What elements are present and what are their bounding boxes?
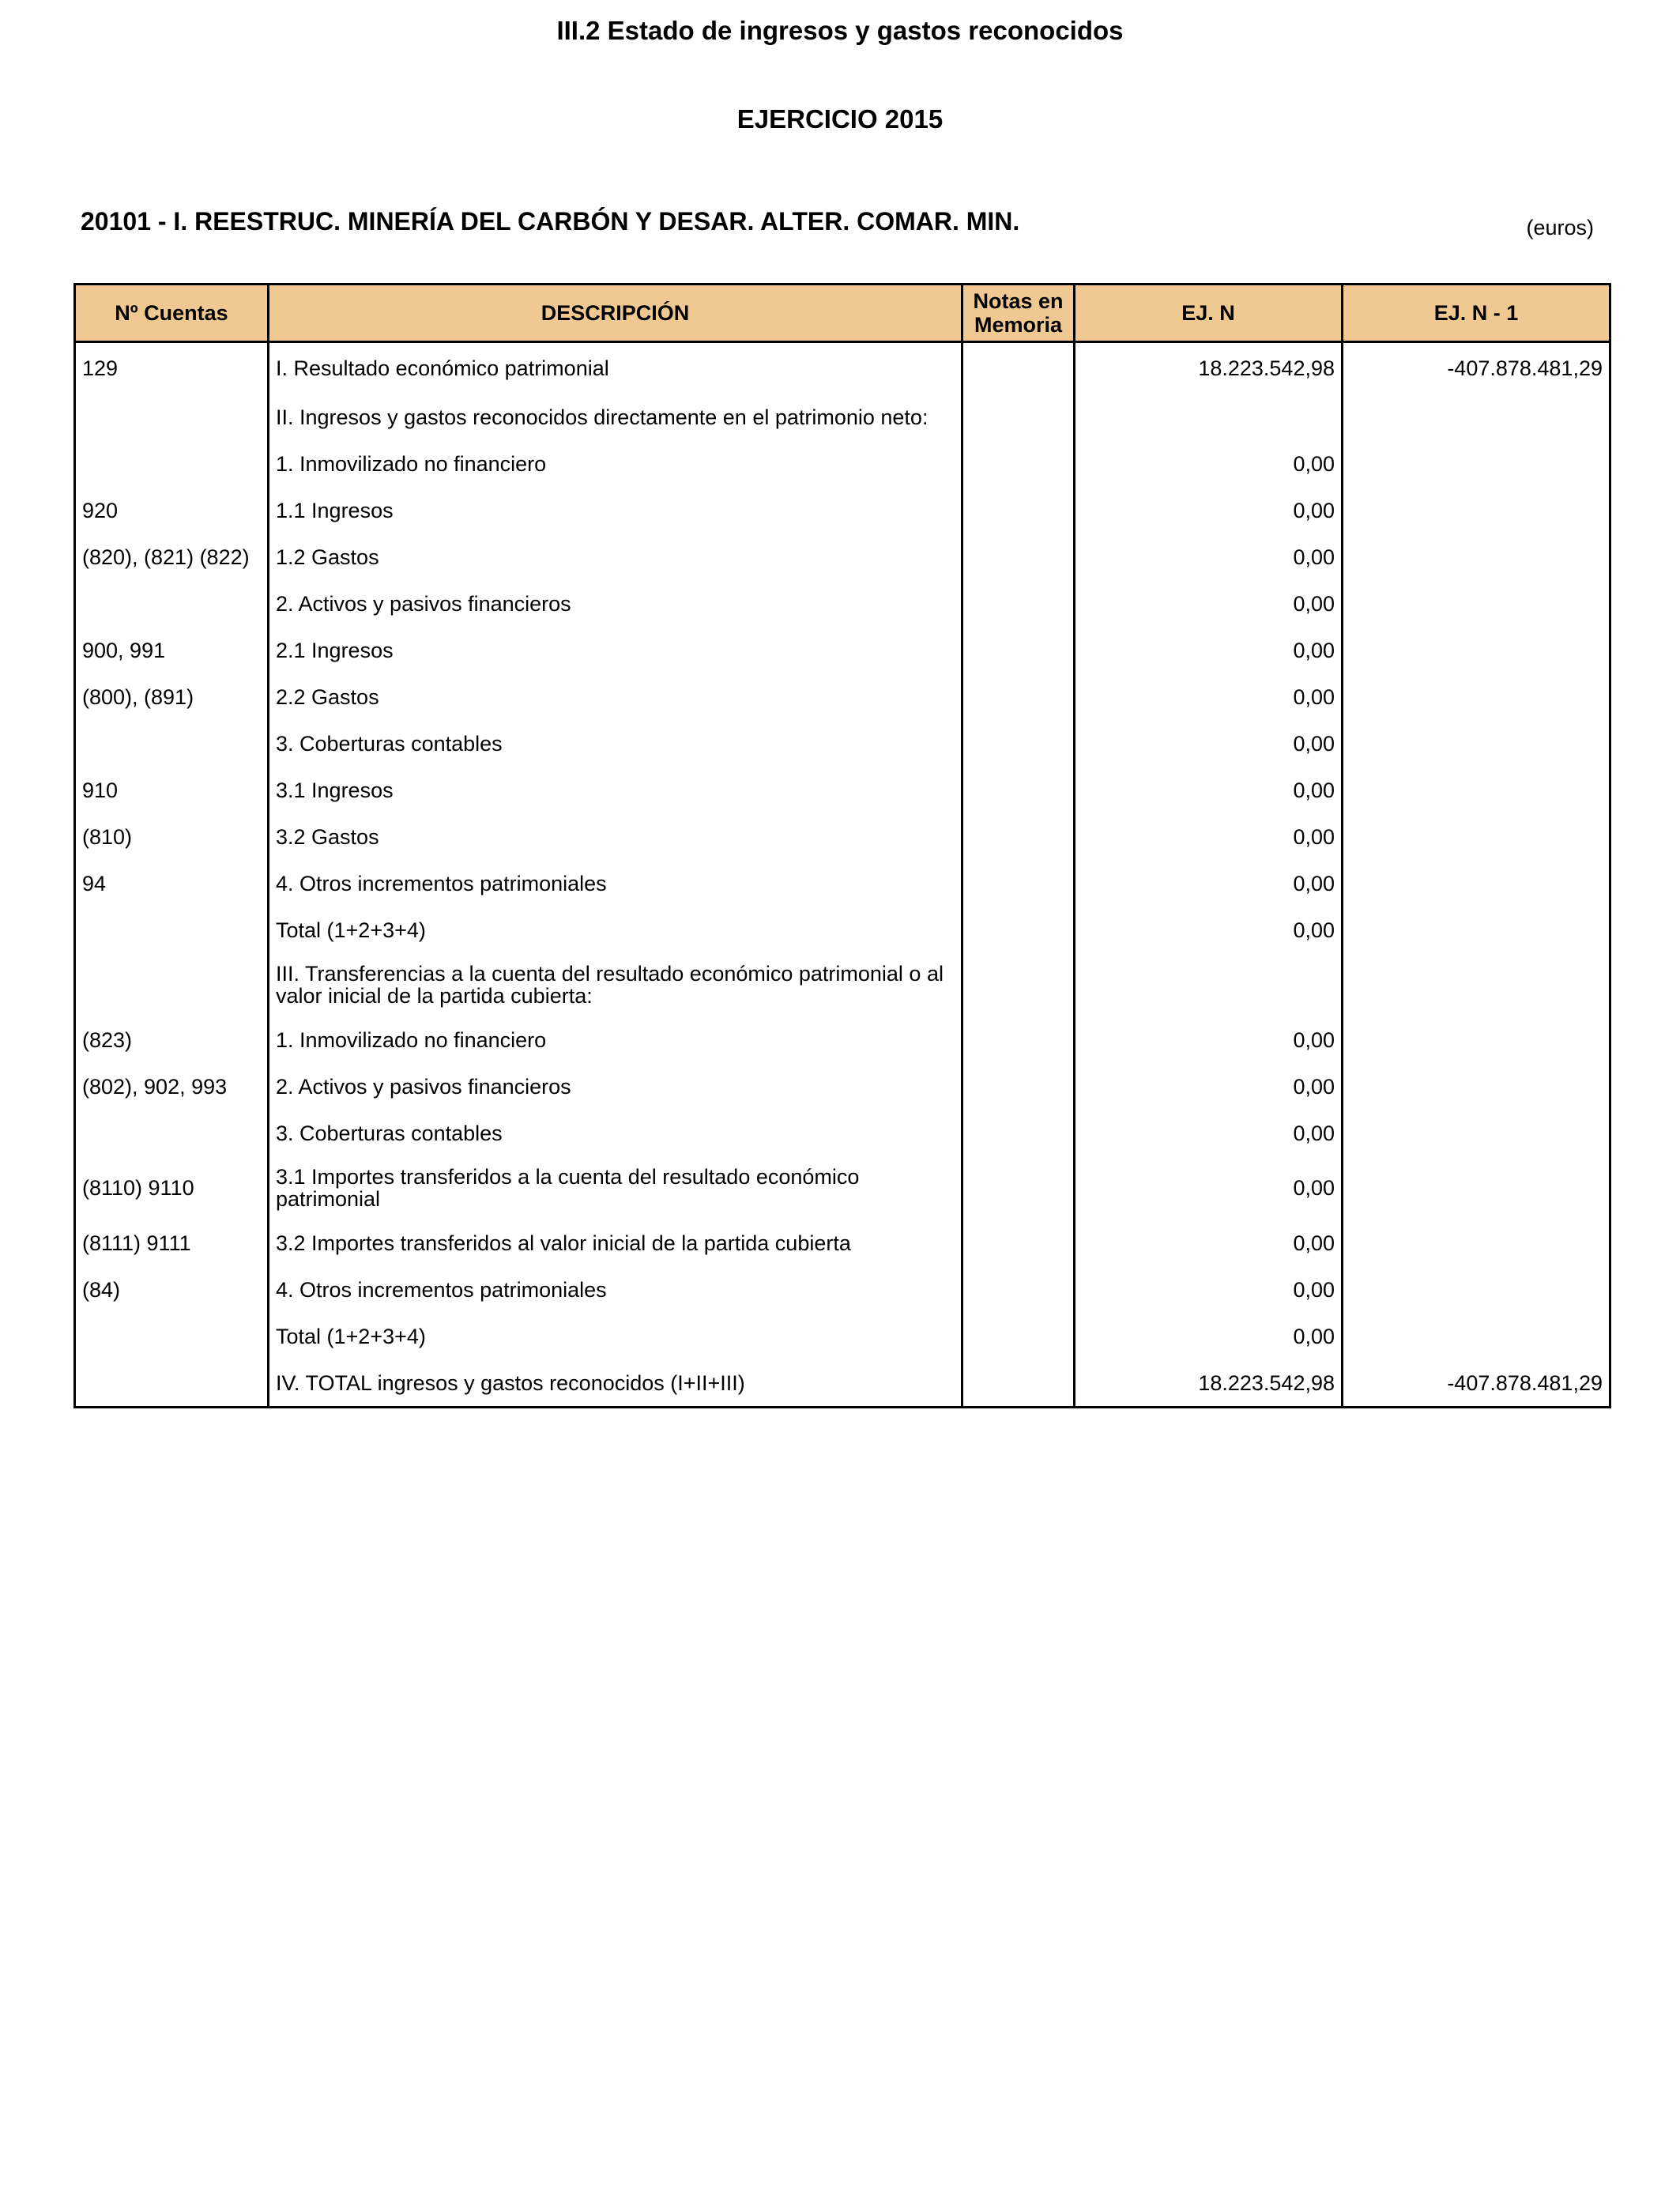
cell-notas [962, 440, 1075, 487]
cell-ej-n: 0,00 [1075, 860, 1343, 907]
cell-ej-n: 0,00 [1075, 1266, 1343, 1313]
table-row [75, 953, 1610, 1016]
cell-cuentas: (8111) 9111 [75, 1220, 269, 1266]
cell-cuentas: 920 [75, 487, 269, 533]
cell-cuentas: (8110) 9110 [75, 1156, 269, 1220]
cell-ej-n-1 [1343, 953, 1610, 1016]
cell-descripcion: Total (1+2+3+4) [269, 1313, 962, 1359]
cell-ej-n-1 [1343, 440, 1610, 487]
cell-notas [962, 767, 1075, 813]
table-row [75, 1220, 1610, 1266]
fiscal-year-heading: EJERCICIO 2015 [736, 104, 944, 134]
cell-ej-n-1: -407.878.481,29 [1343, 342, 1610, 394]
cell-ej-n-1 [1343, 394, 1610, 440]
cell-ej-n: 0,00 [1075, 1063, 1343, 1110]
table-row [75, 440, 1610, 487]
cell-ej-n: 0,00 [1075, 720, 1343, 767]
cell-ej-n-1 [1343, 1313, 1610, 1359]
table-row [75, 907, 1610, 953]
cell-ej-n: 0,00 [1075, 767, 1343, 813]
cell-cuentas [75, 1359, 269, 1408]
table-row [75, 580, 1610, 627]
cell-ej-n: 18.223.542,98 [1075, 342, 1343, 394]
cell-ej-n: 0,00 [1075, 1313, 1343, 1359]
cell-descripcion: 2. Activos y pasivos financieros [269, 1063, 962, 1110]
cell-notas [962, 1016, 1075, 1063]
column-header-ej-n: EJ. N [1075, 285, 1343, 342]
cell-descripcion: 3.1 Ingresos [269, 767, 962, 813]
cell-ej-n-1: -407.878.481,29 [1343, 1359, 1610, 1408]
cell-descripcion: 3.2 Gastos [269, 813, 962, 860]
cell-descripcion: 4. Otros incrementos patrimoniales [269, 1266, 962, 1313]
cell-ej-n-1 [1343, 1016, 1610, 1063]
cell-notas [962, 1220, 1075, 1266]
column-header-ej-n-1: EJ. N - 1 [1343, 285, 1610, 342]
cell-notas [962, 1359, 1075, 1408]
cell-descripcion: 2. Activos y pasivos financieros [269, 580, 962, 627]
cell-descripcion: III. Transferencias a la cuenta del resultado económico patrimonial o al valor inicial de la partida cubierta: [269, 953, 962, 1016]
cell-ej-n-1 [1343, 533, 1610, 580]
cell-ej-n-1 [1343, 767, 1610, 813]
table-row [75, 1016, 1610, 1063]
table-row [75, 1156, 1610, 1220]
cell-notas [962, 394, 1075, 440]
cell-ej-n-1 [1343, 907, 1610, 953]
table-row [75, 627, 1610, 673]
table-row [75, 394, 1610, 440]
cell-descripcion: 2.2 Gastos [269, 673, 962, 720]
cell-descripcion: Total (1+2+3+4) [269, 907, 962, 953]
cell-descripcion: 1.2 Gastos [269, 533, 962, 580]
cell-ej-n [1075, 953, 1343, 1016]
cell-ej-n: 0,00 [1075, 673, 1343, 720]
income-expense-table [73, 283, 1611, 1408]
cell-descripcion: II. Ingresos y gastos reconocidos directamente en el patrimonio neto: [269, 394, 962, 440]
table-row [75, 1266, 1610, 1313]
cell-ej-n-1 [1343, 487, 1610, 533]
cell-notas [962, 813, 1075, 860]
cell-notas [962, 1266, 1075, 1313]
cell-ej-n-1 [1343, 627, 1610, 673]
page-title: III.2 Estado de ingresos y gastos reconocidos [556, 16, 1124, 45]
table-row [75, 487, 1610, 533]
cell-ej-n [1075, 394, 1343, 440]
cell-ej-n: 0,00 [1075, 533, 1343, 580]
column-header-descripcion: DESCRIPCIÓN [269, 285, 962, 342]
cell-ej-n: 0,00 [1075, 1156, 1343, 1220]
cell-cuentas [75, 580, 269, 627]
cell-descripcion: 3. Coberturas contables [269, 720, 962, 767]
cell-notas [962, 720, 1075, 767]
cell-descripcion: 4. Otros incrementos patrimoniales [269, 860, 962, 907]
cell-cuentas [75, 1110, 269, 1156]
cell-ej-n: 18.223.542,98 [1075, 1359, 1343, 1408]
cell-notas [962, 953, 1075, 1016]
table-row [75, 342, 1610, 394]
cell-descripcion: I. Resultado económico patrimonial [269, 342, 962, 394]
column-header-notas: Notas en Memoria [962, 285, 1075, 342]
cell-cuentas: 94 [75, 860, 269, 907]
column-header-cuentas: Nº Cuentas [75, 285, 269, 342]
entity-heading: 20101 - I. REESTRUC. MINERÍA DEL CARBÓN Y DESAR. ALTER. COMAR. MIN. [81, 207, 1020, 236]
cell-cuentas [75, 1313, 269, 1359]
cell-cuentas: (800), (891) [75, 673, 269, 720]
cell-notas [962, 1156, 1075, 1220]
cell-descripcion: 1. Inmovilizado no financiero [269, 1016, 962, 1063]
table-row [75, 720, 1610, 767]
cell-ej-n-1 [1343, 673, 1610, 720]
cell-ej-n-1 [1343, 860, 1610, 907]
table-row [75, 860, 1610, 907]
cell-descripcion: 1. Inmovilizado no financiero [269, 440, 962, 487]
cell-ej-n: 0,00 [1075, 487, 1343, 533]
table-row [75, 1359, 1610, 1408]
cell-cuentas [75, 720, 269, 767]
table-row [75, 767, 1610, 813]
cell-cuentas [75, 953, 269, 1016]
cell-ej-n: 0,00 [1075, 1110, 1343, 1156]
cell-cuentas: (84) [75, 1266, 269, 1313]
cell-ej-n: 0,00 [1075, 907, 1343, 953]
cell-notas [962, 342, 1075, 394]
cell-notas [962, 673, 1075, 720]
cell-cuentas: (810) [75, 813, 269, 860]
cell-ej-n-1 [1343, 1063, 1610, 1110]
cell-ej-n-1 [1343, 813, 1610, 860]
cell-cuentas [75, 907, 269, 953]
cell-ej-n-1 [1343, 1156, 1610, 1220]
cell-notas [962, 907, 1075, 953]
cell-cuentas: (802), 902, 993 [75, 1063, 269, 1110]
cell-cuentas: 129 [75, 342, 269, 394]
cell-notas [962, 627, 1075, 673]
table-row [75, 1063, 1610, 1110]
cell-descripcion: 2.1 Ingresos [269, 627, 962, 673]
cell-notas [962, 487, 1075, 533]
cell-cuentas [75, 394, 269, 440]
table-body [75, 342, 1610, 1408]
table-row [75, 673, 1610, 720]
table-header-row [75, 285, 1610, 342]
cell-cuentas: (823) [75, 1016, 269, 1063]
cell-cuentas: (820), (821) (822) [75, 533, 269, 580]
cell-descripcion: 3. Coberturas contables [269, 1110, 962, 1156]
cell-descripcion: IV. TOTAL ingresos y gastos reconocidos (I+II+III) [269, 1359, 962, 1408]
table-row [75, 813, 1610, 860]
cell-ej-n-1 [1343, 720, 1610, 767]
cell-ej-n: 0,00 [1075, 440, 1343, 487]
cell-ej-n-1 [1343, 580, 1610, 627]
cell-cuentas: 910 [75, 767, 269, 813]
cell-ej-n-1 [1343, 1220, 1610, 1266]
cell-notas [962, 533, 1075, 580]
cell-cuentas [75, 440, 269, 487]
cell-ej-n-1 [1343, 1266, 1610, 1313]
cell-notas [962, 860, 1075, 907]
cell-ej-n: 0,00 [1075, 580, 1343, 627]
cell-ej-n-1 [1343, 1110, 1610, 1156]
cell-notas [962, 1110, 1075, 1156]
cell-ej-n: 0,00 [1075, 627, 1343, 673]
table-row [75, 1313, 1610, 1359]
cell-descripcion: 3.1 Importes transferidos a la cuenta del resultado económico patrimonial [269, 1156, 962, 1220]
cell-ej-n: 0,00 [1075, 1220, 1343, 1266]
cell-ej-n: 0,00 [1075, 813, 1343, 860]
cell-notas [962, 1063, 1075, 1110]
cell-cuentas: 900, 991 [75, 627, 269, 673]
cell-descripcion: 3.2 Importes transferidos al valor inicial de la partida cubierta [269, 1220, 962, 1266]
cell-ej-n: 0,00 [1075, 1016, 1343, 1063]
table-row [75, 533, 1610, 580]
cell-descripcion: 1.1 Ingresos [269, 487, 962, 533]
cell-notas [962, 580, 1075, 627]
table-row [75, 1110, 1610, 1156]
units-label: (euros) [1526, 216, 1594, 239]
cell-notas [962, 1313, 1075, 1359]
